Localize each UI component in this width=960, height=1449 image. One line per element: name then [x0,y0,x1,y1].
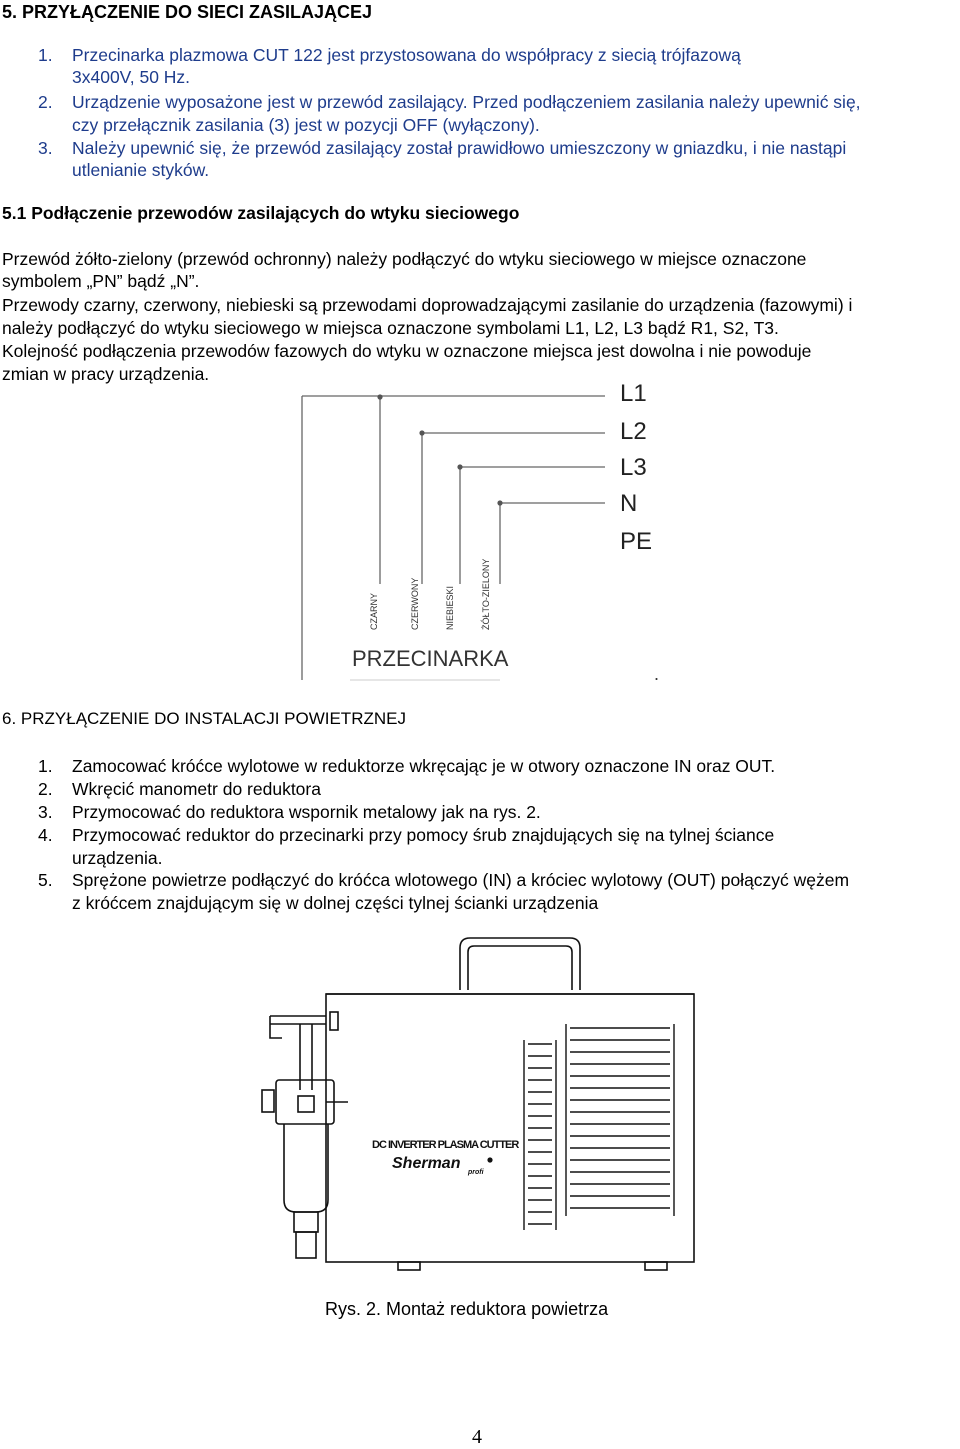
paragraph-line: symbolem „PN” bądź „N”. [2,271,200,291]
wiring-diagram [0,0,960,700]
list-item-text: Należy upewnić się, że przewód zasilający został prawidłowo umieszczony w gniazdku, i nie nastąpi [72,138,847,158]
vent-slots-right [566,1024,674,1216]
list-item-text: Przymocować reduktor do przecinarki przy pomocy śrub znajdujących się na tylnej ściance [72,825,775,845]
list-item-text: Przecinarka plazmowa CUT 122 jest przystosowana do współpracy z siecią trójfazową [72,45,741,65]
list-item-number: 2. [38,92,53,112]
figure-caption: Rys. 2. Montaż reduktora powietrza [325,1299,609,1319]
page-number: 4 [472,1426,482,1448]
wire-label-yellow-green: ŻÓŁTO-ZIELONY [481,558,491,630]
wire-label-black: CZARNY [369,592,379,630]
paragraph-line: Przewód żółto-zielony (przewód ochronny) należy podłączyć do wtyku sieciowego w miejsce oznaczone [2,249,807,269]
junction-dot-l3 [457,464,462,469]
wire-label-red: CZERWONY [410,577,420,630]
brand-sub: profi [468,1169,484,1176]
wire-label-blue: NIEBIESKI [445,585,455,630]
reducer-mounting-figure [0,920,960,1300]
list-item-number: 2. [38,779,53,799]
section-5-1-title: 5.1 Podłączenie przewodów zasilających do wtyku sieciowego [2,203,520,223]
list-item-text: Zamocować króćce wylotowe w reduktorze wkręcając je w otwory oznaczone IN oraz OUT. [72,756,776,776]
paragraph-line: Przewody czarny, czerwony, niebieski są przewodami doprowadzającymi zasilanie do urządzenia (fazowymi) i [2,295,853,315]
list-item-text: Przymocować do reduktora wspornik metalowy jak na rys. 2. [72,802,541,822]
terminal-label-pe: PE [620,528,653,555]
junction-dot-n [497,500,502,505]
vent-grille [524,1024,674,1230]
list-item-text: urządzenia. [72,848,163,868]
list-item-text: Urządzenie wyposażone jest w przewód zasilający. Przed podłączeniem zasilania należy upewnić się, [72,92,861,112]
list-item-number: 4. [38,825,53,845]
list-item-number: 5. [38,870,53,890]
terminal-label-l2: L2 [620,418,647,445]
list-item-number: 3. [38,802,53,822]
vent-slots-left [524,1040,556,1230]
terminal-label-n: N [620,490,638,517]
list-item-text: Wkręcić manometr do reduktora [72,779,321,799]
brand-dot [487,1157,492,1162]
list-item-number: 1. [38,756,53,776]
list-item-text: 3x400V, 50 Hz. [72,67,191,87]
terminal-label-l1: L1 [620,380,647,407]
list-item-number: 3. [38,138,53,158]
device-label: PRZECINARKA [352,646,509,671]
list-item-text: czy przełącznik zasilania (3) jest w pozycji OFF (wyłączony). [72,115,540,135]
dot-mark: . [654,664,660,684]
section-5-title: 5. PRZYŁĄCZENIE DO SIECI ZASILAJĄCEJ [2,2,373,22]
terminal-label-l3: L3 [620,454,647,481]
list-item-number: 1. [38,45,53,65]
paragraph-line: należy podłączyć do wtyku sieciowego w miejsca oznaczone symbolami L1, L2, L3 bądź R1, S2, T3. [2,318,779,338]
junction-dot-l1 [377,394,382,399]
section-6-title: 6. PRZYŁĄCZENIE DO INSTALACJI POWIETRZNEJ [2,709,406,728]
brand-logo: Sherman [392,1155,461,1172]
list-item-text: utlenianie styków. [72,160,210,180]
paragraph-line: zmian w pracy urządzenia. [2,364,210,384]
list-item-text: Sprężone powietrze podłączyć do króćca wlotowego (IN) a króciec wylotowy (OUT) połączyć wężem [72,870,850,890]
junction-dot-l2 [419,430,424,435]
front-label: DC INVERTER PLASMA CUTTER [372,1139,519,1151]
paragraph-line: Kolejność podłączenia przewodów fazowych do wtyku w oznaczone miejsca jest dowolna i nie powoduje [2,341,812,361]
list-item-text: z króćcem znajdującym się w dolnej części tylnej ścianki urządzenia [72,893,599,913]
